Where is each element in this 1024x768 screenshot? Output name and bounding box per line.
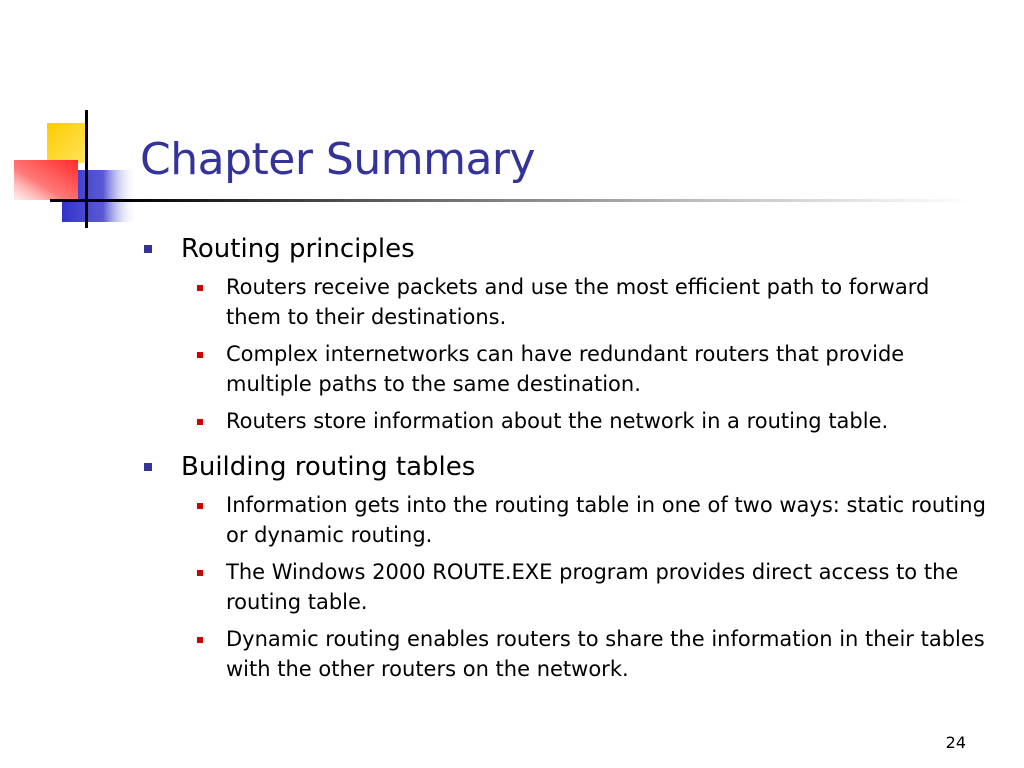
red-square: [14, 160, 78, 200]
list-item: [140, 272, 1000, 332]
square-bullet-icon: [197, 419, 203, 425]
section-heading-text: Building routing tables: [181, 452, 476, 482]
list-item-text: Information gets into the routing table in one of two ways: static routing or dynamic routing.: [226, 493, 986, 547]
list-item-text: The Windows 2000 ROUTE.EXE program provides direct access to the routing table.: [226, 560, 959, 614]
decorative-squares-graphic: [0, 0, 150, 240]
list-item: [140, 490, 1000, 550]
square-bullet-icon: [197, 352, 203, 358]
square-bullet-icon: [197, 637, 203, 643]
section-heading: [140, 450, 1000, 484]
square-bullet-icon: [144, 463, 152, 471]
section-building-routing-tables: [140, 450, 1000, 684]
section-heading: [140, 232, 1000, 266]
title-underline: [50, 199, 970, 202]
square-bullet-icon: [144, 245, 152, 253]
list-item: [140, 557, 1000, 617]
list-item-text: Routers store information about the network in a routing table.: [226, 409, 889, 433]
list-item-text: Complex internetworks can have redundant routers that provide multiple paths to the same destination.: [226, 342, 905, 396]
slide-content: [140, 232, 1000, 698]
square-bullet-icon: [197, 285, 203, 291]
section-routing-principles: [140, 232, 1000, 436]
square-bullet-icon: [197, 570, 203, 576]
list-item-text: Dynamic routing enables routers to share the information in their tables with the other routers on the network.: [226, 627, 985, 681]
list-item: [140, 339, 1000, 399]
slide-title: Chapter Summary: [140, 134, 536, 185]
square-bullet-icon: [197, 503, 203, 509]
page-number: 24: [945, 733, 966, 752]
list-item: [140, 406, 1000, 436]
yellow-square: [47, 123, 85, 163]
list-item-text: Routers receive packets and use the most efficient path to forward them to their destinations.: [226, 275, 930, 329]
vertical-line: [85, 110, 88, 228]
list-item: [140, 624, 1000, 684]
section-heading-text: Routing principles: [181, 234, 415, 264]
